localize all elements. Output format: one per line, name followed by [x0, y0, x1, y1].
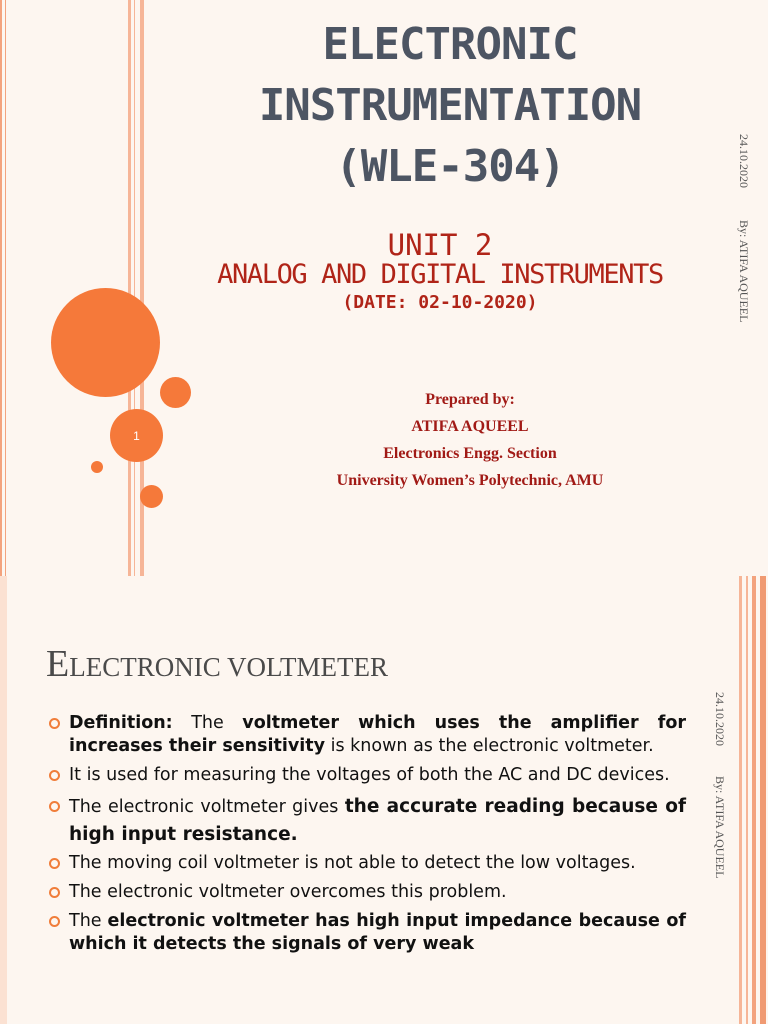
content-slide: [0, 576, 768, 1024]
right-stripe-c: [752, 576, 756, 1024]
right-stripe-d: [760, 576, 766, 1024]
side-date: 24.10.2020: [737, 134, 751, 188]
stripe-a: [128, 0, 131, 576]
date-line: (DATE: 02-10-2020): [342, 292, 538, 313]
course-code: (WLE-304): [335, 141, 565, 192]
course-title: [160, 14, 740, 197]
left-stripe-thin: [5, 0, 6, 576]
stripe-b: [134, 0, 135, 576]
text: The: [172, 713, 243, 733]
title-rest: LECTRONIC VOLTMETER: [69, 652, 388, 682]
small-decorative-circle-2: [140, 485, 163, 508]
bullet-icon: [49, 887, 60, 898]
right-stripe-b: [746, 576, 748, 1024]
bullet-icon: [49, 858, 60, 869]
institution: University Women’s Polytechnic, AMU: [336, 472, 604, 489]
text: The moving coil voltmeter is not able to detect the low voltages.: [69, 853, 636, 873]
left-edge: [0, 576, 7, 1024]
page-number: 1: [133, 428, 140, 443]
bold-text: voltmeter which uses the amplifier for increases their sensitivity: [69, 713, 686, 756]
side-author: By: ATIFA AQUEEL: [713, 776, 727, 879]
course-title-line-2: INSTRUMENTATION: [258, 80, 642, 131]
bullet-icon: [49, 770, 60, 781]
text: It is used for measuring the voltages of both the AC and DC devices.: [69, 765, 670, 785]
list-item: [46, 793, 686, 849]
list-item: [46, 712, 686, 758]
author-name: ATIFA AQUEEL: [411, 418, 529, 435]
definition-label: Definition:: [69, 713, 173, 733]
bullet-icon: [49, 801, 60, 812]
text: is known as the electronic voltmeter.: [325, 736, 654, 756]
list-item: [46, 910, 686, 956]
side-date: 24.10.2020: [713, 692, 727, 746]
left-stripe: [0, 0, 2, 576]
right-stripe-a: [739, 576, 742, 1024]
text: The electronic voltmeter gives: [69, 797, 345, 817]
bullet-list: [46, 712, 686, 962]
course-title-line-1: ELECTRONIC: [322, 19, 578, 70]
unit-title: ANALOG AND DIGITAL INSTRUMENTS: [217, 259, 663, 290]
unit-number: UNIT 2: [387, 228, 493, 262]
text: The electronic voltmeter overcomes this problem.: [69, 882, 507, 902]
bold-text: the accurate reading because of high input resistance.: [69, 796, 686, 845]
page-number-circle: [110, 409, 163, 462]
small-decorative-circle: [160, 377, 191, 408]
text: The: [69, 911, 108, 931]
large-decorative-circle: [51, 288, 160, 397]
unit-heading: [150, 230, 730, 316]
list-item: [46, 764, 686, 787]
bullet-icon: [49, 916, 60, 927]
title-initial: E: [46, 643, 70, 685]
department: Electronics Engg. Section: [383, 445, 557, 462]
bullet-icon: [49, 718, 60, 729]
tiny-decorative-circle: [91, 461, 103, 473]
list-item: [46, 852, 686, 875]
list-item: [46, 881, 686, 904]
bold-text: electronic voltmeter has high input impedance because of which it detects the signals of very weak: [69, 911, 686, 954]
slide-title: [46, 642, 388, 686]
side-author: By: ATIFA AQUEEL: [737, 220, 751, 323]
prepared-by-block: [210, 386, 730, 494]
prepared-by-label: Prepared by:: [425, 391, 515, 408]
